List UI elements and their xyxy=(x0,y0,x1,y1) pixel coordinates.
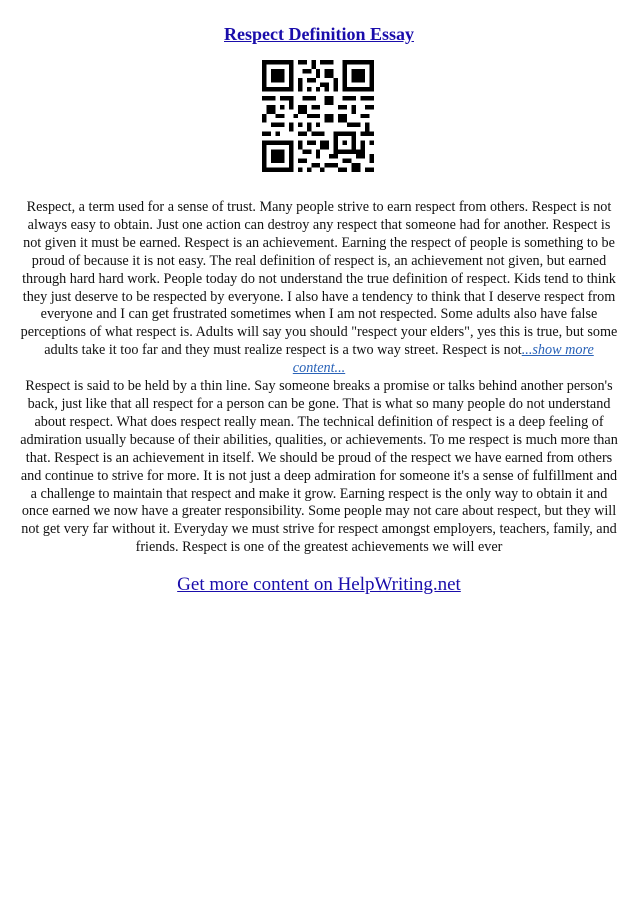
get-more-content-link[interactable]: Get more content on HelpWriting.net xyxy=(177,574,461,595)
title-link[interactable]: Respect Definition Essay xyxy=(224,24,414,44)
qr-code-icon xyxy=(262,60,374,172)
show-more-link[interactable]: ...show more content... xyxy=(292,342,594,377)
essay-body xyxy=(18,199,620,557)
paragraph-text: Respect, a term used for a sense of trust. Many people strive to earn respect from others. Respect is not always easy to obtain. Just one action can destroy any respect that someone had for another. Respect is not given it must be earned. Respect is an achievement. Earning the respect of people is something to be proud of because it is not easy. The real definition of respect is, an achievement not given, but earned through hard hard work. People today do not understand the true definition of respect. Kids tend to think they just deserve to be respected by everyone. I also have a tendency to think that I deserve respect from everyone and I can get frustrated sometimes when I am not respected. Some adults also have false perceptions of what respect is. Adults will say you should "respect your elders", yes this is true, but some adults take it too far and they must realize respect is a two way street. Respect is not xyxy=(20,199,618,359)
cta-container xyxy=(0,574,638,596)
essay-paragraph xyxy=(18,199,620,378)
page-title xyxy=(0,24,638,45)
essay-paragraph: Respect is said to be held by a thin line. Say someone breaks a promise or talks behind another person's back, just like that all respect for a person can be gone. That is what so many people do not understand about respect. What does respect really mean. The technical definition of respect is a deep feeling of admiration usually because of their abilities, qualities, or achievements. To me respect is much more than that. Respect is an achievement in itself. We should be proud of the respect we have earned from others and continue to strive for more. It is not just a deep admiration for someone it's a sense of fulfillment and a challenge to maintain that respect and make it grow. Earning respect is the only way to obtain it and once earned we now have a greater responsibility. Some people may not care about respect, but they will not get very far without it. Everyday we must strive for respect amongst employers, teachers, family, and friends. Respect is one of the greatest achievements we will ever xyxy=(20,378,618,556)
